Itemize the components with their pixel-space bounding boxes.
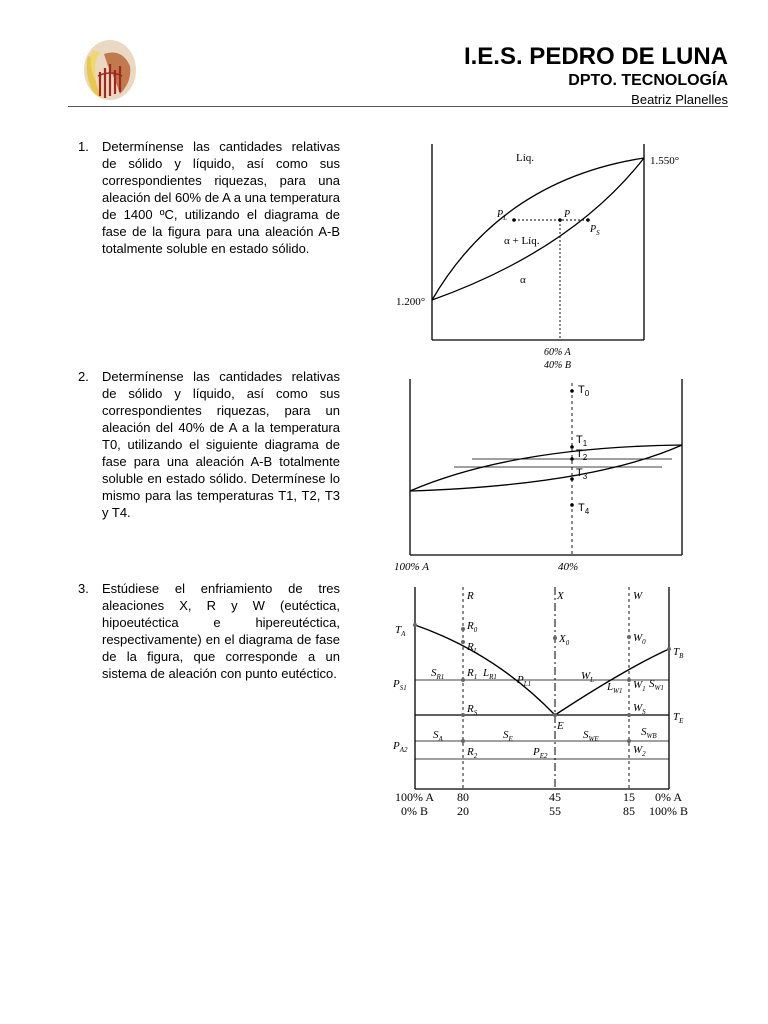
fig2-t4-sub: 4 (584, 507, 590, 516)
fig1-ps-sub: S (596, 229, 600, 237)
school-logo (78, 36, 138, 104)
fig3-x0-sub: 0 (565, 639, 570, 647)
fig3-point-ta (413, 623, 417, 627)
header-divider (68, 106, 728, 107)
fig3-rl-sub: L (473, 647, 478, 655)
fig3-point-x0 (553, 636, 557, 640)
fig3-row-b-2: 55 (549, 804, 561, 818)
fig2-point-t3 (570, 477, 574, 481)
problem-3 (78, 580, 340, 682)
fig3-ta-sub: A (401, 630, 406, 638)
fig3-ws-letter: W (633, 702, 643, 714)
fig2-point-t2 (570, 457, 574, 461)
fig3-col-r: R (467, 590, 474, 602)
fig3-wl-sub: L (590, 676, 595, 684)
fig3-row-b-4: 100% B (649, 804, 688, 818)
problem-number: 1. (78, 139, 89, 154)
fig3-w2-sub: 2 (642, 750, 646, 758)
fig3-r1-letter: R (467, 667, 474, 679)
fig3-sa-sub: A (438, 735, 443, 743)
fig3-point-e (553, 713, 557, 717)
fig1-ps-letter: P (590, 224, 597, 235)
fig3-row-a-4: 0% A (655, 790, 682, 804)
figure-3-eutectic-diagram (385, 583, 715, 823)
fig3-row-a-2: 45 (549, 790, 561, 804)
fig3-pa2-letter: P (393, 740, 400, 752)
fig1-point-p (558, 218, 562, 222)
fig2-t2-sub: 2 (582, 453, 588, 462)
fig3-pl1-letter: P (517, 674, 524, 686)
fig3-w1-sub: 1 (642, 685, 646, 693)
fig3-sr1-letter: S (431, 667, 437, 679)
fig1-solid-label: α (520, 274, 526, 286)
fig3-ws-sub: S (642, 708, 646, 716)
department-name: DPTO. TECNOLOGÍA (568, 72, 728, 89)
fig3-row-b-0: 0% B (401, 804, 428, 818)
problem-number: 3. (78, 581, 89, 596)
fig3-rs-letter: R (467, 703, 474, 715)
fig3-swb-sub: WB (646, 732, 657, 740)
fig3-point-w1 (627, 678, 631, 682)
fig3-tb-sub: B (679, 652, 684, 660)
fig1-pl-letter: P (497, 209, 504, 220)
fig3-point-r0 (461, 627, 465, 631)
fig3-pa2-sub: A2 (399, 746, 408, 754)
fig2-point-t4 (570, 503, 574, 507)
figure-2-phase-diagram (392, 375, 702, 575)
fig3-sa-letter: S (433, 729, 439, 741)
fig3-r2-letter: R (467, 746, 474, 758)
fig1-x-label-a: 60% A (544, 347, 571, 358)
fig3-pe2-letter: P (533, 746, 540, 758)
fig3-r2-sub: 2 (473, 752, 478, 760)
fig1-point-ps (586, 218, 590, 222)
fig3-row-b-3: 85 (623, 804, 635, 818)
fig3-wl-letter: W (581, 670, 591, 682)
fig3-row-b-1: 20 (457, 804, 469, 818)
problem-1 (78, 138, 340, 257)
fig3-se-sub: E (508, 735, 513, 743)
fig3-rs-sub: S (473, 709, 478, 717)
fig3-w1-letter: W (633, 679, 643, 691)
school-name: I.E.S. PEDRO DE LUNA (463, 43, 728, 70)
fig2-t4-letter: T (578, 502, 585, 514)
fig2-t0-letter: T (578, 384, 585, 396)
fig2-point-t0 (570, 389, 574, 393)
fig3-ta-letter: T (395, 624, 402, 636)
fig1-x-label-b: 40% B (544, 360, 571, 371)
fig1-p-label: P (564, 209, 571, 220)
fig1-liquid-label: Líq. (516, 152, 535, 164)
fig3-r0-letter: R (467, 620, 474, 632)
fig3-se-letter: S (503, 729, 509, 741)
fig3-te-sub: E (679, 717, 684, 725)
fig3-lr1-letter: L (483, 667, 490, 679)
fig1-pl-sub: L (503, 214, 508, 222)
fig3-ps1-letter: P (393, 678, 400, 690)
figure-3-svg (385, 583, 715, 823)
fig1-two-phase-label: α + Líq. (504, 235, 540, 247)
fig3-sr1-sub: R1 (436, 673, 445, 681)
fig3-col-x: X (557, 590, 564, 602)
fig3-tb-letter: T (673, 646, 680, 658)
problem-text: Determínense las cantidades relativas de sólido y líquido, así como sus correspondientes riquezas, para una aleación del 60% de A a una temperatura de 1400 ºC, utilizando el diagrama de fase de la figura para una aleación A-B totalmente soluble en estado sólido. (102, 139, 340, 256)
figure-1-svg (392, 140, 712, 375)
fig1-point-pl (512, 218, 516, 222)
fig3-pe2-sub: E2 (539, 752, 548, 760)
fig3-te-letter: T (673, 711, 680, 723)
fig3-point-tb (667, 647, 671, 651)
fig3-lr1-sub: R1 (489, 673, 497, 681)
fig3-lw1-letter: L (607, 681, 614, 693)
fig2-point-t1 (570, 445, 574, 449)
fig3-pl1-sub: L1 (523, 680, 532, 688)
fig1-temp-low: 1.200° (396, 296, 426, 308)
fig1-temp-high: 1.550° (650, 155, 680, 167)
fig3-rl-letter: R (467, 641, 474, 653)
problem-number: 2. (78, 369, 89, 384)
fig2-t0-sub: 0 (584, 389, 590, 398)
fig3-swe-sub: WE (588, 735, 599, 743)
fig2-t2-letter: T (576, 448, 583, 460)
fig2-t1-letter: T (576, 434, 583, 446)
fig3-r1-sub: 1 (473, 673, 478, 681)
fig3-sw1-sub: W1 (654, 684, 664, 692)
fig3-point-w0 (627, 635, 631, 639)
fig3-col-w: W (633, 590, 643, 602)
fig3-e-label: E (557, 720, 564, 732)
problem-text: Determínense las cantidades relativas de sólido y líquido, así como sus correspondientes riquezas, para un aleación del 40% de A a la temperatura T0, utilizando el siguiente diagrama de fase para una aleación A-B totalmente soluble en estado sólido. Determínese lo mismo para las temperaturas T1, T2, T3 y T4. (102, 369, 340, 520)
school-logo-graphic (78, 36, 138, 104)
fig3-row-a-1: 80 (457, 790, 469, 804)
fig2-x-mid: 40% (558, 561, 579, 573)
fig3-w2-letter: W (633, 744, 643, 756)
fig3-w0-letter: W (633, 632, 643, 644)
fig3-row-a-3: 15 (623, 790, 635, 804)
fig3-x0-letter: X (559, 633, 566, 645)
fig3-ps1-sub: S1 (399, 684, 407, 692)
page-header (464, 44, 728, 108)
fig3-point-rs (461, 713, 465, 717)
fig2-t3-letter: T (576, 467, 583, 479)
problem-text: Estúdiese el enfriamiento de tres aleaciones X, R y W (eutéctica, hipoeutéctica e hipereutéctica, respectivamente) en el diagrama de fase de la figura, que corresponde a un sistema de aleación con punto eutéctico. (102, 581, 340, 681)
fig3-lw1-sub: W1 (613, 687, 623, 695)
fig3-sw1-letter: S (649, 678, 655, 690)
figure-1-phase-diagram (392, 140, 712, 375)
author-name: Beatriz Planelles (631, 92, 728, 107)
fig3-point-ws (627, 713, 631, 717)
fig3-swb-letter: S (641, 726, 647, 738)
figure-2-svg (392, 375, 702, 575)
fig3-swe-letter: S (583, 729, 589, 741)
fig3-w0-sub: 0 (642, 638, 646, 646)
problem-2 (78, 368, 340, 521)
fig3-point-r2 (461, 739, 465, 743)
fig2-x-left: 100% A (394, 561, 429, 573)
fig3-point-r1 (461, 678, 465, 682)
fig3-row-a-0: 100% A (395, 790, 434, 804)
fig2-t3-sub: 3 (582, 472, 588, 481)
fig3-point-rl (461, 640, 465, 644)
fig3-point-w2 (627, 739, 631, 743)
fig3-r0-sub: 0 (473, 626, 478, 634)
fig2-t1-sub: 1 (582, 439, 588, 448)
